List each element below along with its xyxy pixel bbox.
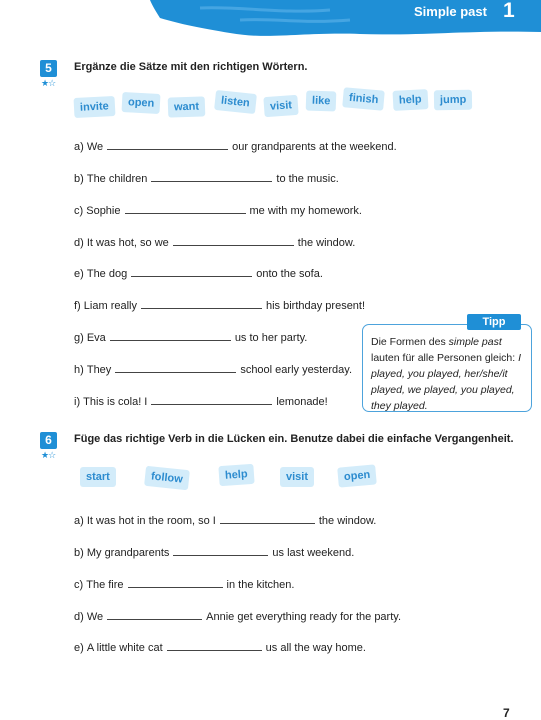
word-tag-help: help <box>218 464 254 486</box>
exercise-5-sentence-e: e) The dog onto the sofa. <box>74 268 323 280</box>
chapter-number: 1 <box>503 0 515 22</box>
word-tag-visit: visit <box>263 95 298 117</box>
exercise-5-number: 5 <box>40 60 57 77</box>
page-number: 7 <box>503 706 510 720</box>
exercise-5-sentence-g: g) Eva us to her party. <box>74 332 308 344</box>
word-tag-start: start <box>80 467 116 487</box>
answer-blank[interactable] <box>131 266 252 277</box>
exercise-5-sentence-c: c) Sophie me with my homework. <box>74 205 362 217</box>
exercise-5-sentence-a: a) We our grandparents at the weekend. <box>74 141 397 153</box>
chapter-banner <box>0 0 541 44</box>
exercise-5-sentence-d: d) It was hot, so we the window. <box>74 237 356 249</box>
answer-blank[interactable] <box>173 545 268 556</box>
exercise-6-instruction: Füge das richtige Verb in die Lücken ein. Benutze dabei die einfache Vergangenheit. <box>74 433 514 445</box>
exercise-6-sentence-b: b) My grandparents us last weekend. <box>74 547 355 559</box>
exercise-5-sentence-h: h) They school early yesterday. <box>74 364 352 376</box>
exercise-5-sentence-i: i) This is cola! I lemonade! <box>74 396 328 408</box>
exercise-5-sentence-f: f) Liam really his birthday present! <box>74 300 366 312</box>
exercise-5-sentence-b: b) The children to the music. <box>74 173 339 185</box>
word-tag-open: open <box>122 92 161 114</box>
answer-blank[interactable] <box>125 203 246 214</box>
answer-blank[interactable] <box>107 139 228 150</box>
word-tag-like: like <box>306 90 337 111</box>
tipp-label: Tipp <box>467 314 521 330</box>
answer-blank[interactable] <box>220 513 315 524</box>
exercise-5-instruction: Ergänze die Sätze mit den richtigen Wörtern. <box>74 61 308 73</box>
exercise-6-sentence-c: c) The fire in the kitchen. <box>74 579 295 591</box>
exercise-6-difficulty-stars: ★☆ <box>41 450 56 460</box>
word-tag-listen: listen <box>214 90 257 114</box>
word-tag-help: help <box>393 89 429 111</box>
word-tag-want: want <box>168 96 206 117</box>
answer-blank[interactable] <box>151 394 272 405</box>
word-tag-invite: invite <box>74 96 116 118</box>
exercise-6-sentence-a: a) It was hot in the room, so I the window. <box>74 515 377 527</box>
word-tag-visit: visit <box>280 467 314 487</box>
answer-blank[interactable] <box>110 330 231 341</box>
chapter-title: Simple past <box>414 4 487 19</box>
answer-blank[interactable] <box>167 640 262 651</box>
exercise-6-sentence-e: e) A little white cat us all the way home. <box>74 642 366 654</box>
word-tag-jump: jump <box>434 90 473 111</box>
exercise-6-sentence-d: d) We Annie get everything ready for the party. <box>74 611 402 623</box>
answer-blank[interactable] <box>173 235 294 246</box>
word-tag-finish: finish <box>342 87 385 111</box>
exercise-5-difficulty-stars: ★☆ <box>41 78 56 88</box>
tipp-text: Die Formen des simple past lauten für alle Personen gleich: I played, you played, her/she/it played, we played, you played, they played. <box>371 336 522 412</box>
exercise-6-number: 6 <box>40 432 57 449</box>
answer-blank[interactable] <box>151 171 272 182</box>
answer-blank[interactable] <box>141 298 262 309</box>
answer-blank[interactable] <box>115 362 236 373</box>
word-tag-follow: follow <box>144 466 190 490</box>
answer-blank[interactable] <box>107 609 202 620</box>
answer-blank[interactable] <box>128 577 223 588</box>
tipp-examples: I played, you played, her/she/it played, we played, you played, they played. <box>371 352 522 412</box>
word-tag-open: open <box>337 464 377 487</box>
